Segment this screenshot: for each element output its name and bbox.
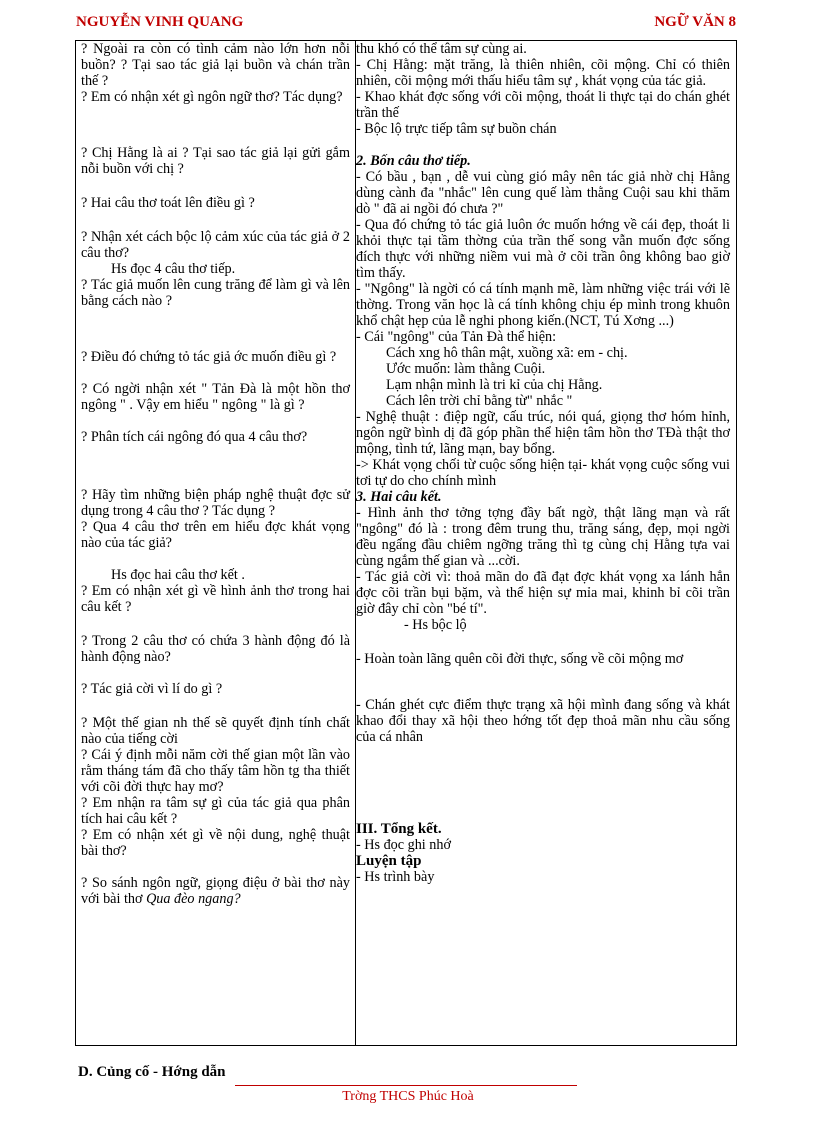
question: ? Có ngời nhận xét " Tản Đà là một hồn thơ ngông " . Vậy em hiểu " ngông " là gì ? xyxy=(81,381,350,413)
question: ? Tác giả muốn lên cung trăng để làm gì và lên bằng cách nào ? xyxy=(81,277,350,309)
answer-detail: Lạm nhận mình là tri kỉ của chị Hằng. xyxy=(386,377,603,393)
answer: - Có bầu , bạn , dễ vui cùng gió mây nên tác giả nhờ chị Hằng dùng cành đa "nhắc" lên cung quế làm thằng Cuội sau khi thăm dò " đã ai ngồi đó chưa ?" xyxy=(356,169,730,217)
answer: - Khao khát đợc sống với cõi mộng, thoát li thực tại do chán ghét trần thế xyxy=(356,89,730,121)
student-activity: Hs đọc hai câu thơ kết . xyxy=(111,567,245,583)
question: ? Nhận xét cách bộc lộ cảm xúc của tác giả ở 2 câu thơ? xyxy=(81,229,350,261)
section-heading: 2. Bốn câu thơ tiếp. xyxy=(356,153,471,169)
answer: - Chị Hằng: mặt trăng, là thiên nhiên, cõi mộng. Chỉ có thiên nhiên, cõi mộng mới thấu hiểu tâm sự , khát vọng của tác giả. xyxy=(356,57,730,89)
question: ? Em có nhận xét gì ngôn ngữ thơ? Tác dụng? xyxy=(81,89,343,105)
question: ? Chị Hằng là ai ? Tại sao tác giả lại gửi gắm nỗi buồn với chị ? xyxy=(81,145,350,177)
question: ? Ngoài ra còn có tình cảm nào lớn hơn nỗi buồn? ? Tại sao tác giả lại buồn và chán trần thế ? xyxy=(81,41,350,89)
section-heading: 3. Hai câu kết. xyxy=(356,489,442,505)
answers-column xyxy=(356,41,730,885)
answer: - Hs trình bày xyxy=(356,869,435,885)
subject-title: NGỮ VĂN 8 xyxy=(654,14,736,30)
answer: - Chán ghét cực điểm thực trạng xã hội mình đang sống và khát khao đổi thay xã hội theo hớng tốt đẹp thoả mãn nhu cầu sống của cá nhân xyxy=(356,697,730,745)
answer-detail: Ước muốn: làm thằng Cuội. xyxy=(386,361,546,377)
answer: - Tác giả cời vì: thoả mãn do đã đạt đợc khát vọng xa lánh hẳn đợc cõi trần bụi bặm, và thể hiện sự mỉa mai, khinh bỉ cõi trần giờ đây chỉ còn "bé tí". xyxy=(356,569,730,617)
author-name: NGUYỄN VINH QUANG xyxy=(76,14,244,30)
student-activity: Hs đọc 4 câu thơ tiếp. xyxy=(111,261,236,277)
section-title: D. Củng cố - Hớng dẫn xyxy=(78,1064,226,1080)
question: ? Hai câu thơ toát lên điều gì ? xyxy=(81,195,255,211)
question: ? Tác giả cời vì lí do gì ? xyxy=(81,681,223,697)
question: ? Một thế gian nh thế sẽ quyết định tính chất nào của tiếng cời xyxy=(81,715,350,747)
answer: - Hs đọc ghi nhớ xyxy=(356,837,451,853)
footer-rule xyxy=(235,1085,577,1086)
question: ? Cái ý định mỗi năm cời thế gian một lần vào rằm tháng tám đã cho thấy tâm hồn tg tha thiết với cõi đời thực hay mơ? xyxy=(81,747,350,795)
question: ? Em có nhận xét gì về hình ảnh thơ trong hai câu kết ? xyxy=(81,583,350,615)
answer: - Bộc lộ trực tiếp tâm sự buồn chán xyxy=(356,121,557,137)
question: ? So sánh ngôn ngữ, giọng điệu ở bài thơ này với bài thơ Qua đèo ngang? xyxy=(81,875,350,907)
answer: - Hình ảnh thơ tởng tợng đầy bất ngờ, thật lãng mạn và rất "ngông" đó là : trong đêm trung thu, trăng sáng, đẹp, mọi ngời đều ngẩng đầu chiêm ngỡng trăng thì tg cùng chị Hằng tựa vai cùng ngắm thế gian và ...cời. xyxy=(356,505,730,569)
answer-detail: Cách xng hô thân mật, xuồng xã: em - chị. xyxy=(386,345,628,361)
section-heading: III. Tổng kết. xyxy=(356,821,442,837)
answer-detail: - Hs bộc lộ xyxy=(404,617,467,633)
questions-column xyxy=(81,41,350,907)
answer: - Cái "ngông" của Tản Đà thể hiện: xyxy=(356,329,557,345)
school-name: Trờng THCS Phúc Hoà xyxy=(342,1089,474,1104)
question: ? Điều đó chứng tỏ tác giả ớc muốn điều gì ? xyxy=(81,349,337,365)
answer: -> Khát vọng chối từ cuộc sống hiện tại- khát vọng cuộc sống vui tơi tự do cho chính mình xyxy=(356,457,730,489)
answer: thu khó có thể tâm sự cùng ai. xyxy=(356,41,527,57)
question: ? Em có nhận xét gì về nội dung, nghệ thuật bài thơ? xyxy=(81,827,350,859)
answer-detail: Cách lên trời chỉ bằng từ" nhắc " xyxy=(386,393,573,409)
question: ? Hãy tìm những biện pháp nghệ thuật đợc sử dụng trong 4 câu thơ ? Tác dụng ? xyxy=(81,487,350,519)
answer: - "Ngông" là ngời có cá tính mạnh mẽ, làm những việc trái với lẽ thờng. Trong văn học là cá tính không chịu ép mình trong khuôn khổ chật hẹp của lễ nghi phong kiến.(NCT, Tú Xơng ...) xyxy=(356,281,730,329)
answer: - Qua đó chứng tỏ tác giả luôn ớc muốn hớng về cái đẹp, thoát li khỏi thực tại tầm thờng của trần thế song vẫn muốn đợc sống đích thực với những niềm vui mà ở cõi trần ông không bao giờ tìm thấy. xyxy=(356,217,730,281)
answer: - Hoàn toàn lãng quên cõi đời thực, sống về cõi mộng mơ xyxy=(356,651,684,667)
question: ? Qua 4 câu thơ trên em hiểu đợc khát vọng nào của tác giả? xyxy=(81,519,350,551)
question: ? Trong 2 câu thơ có chứa 3 hành động đó là hành động nào? xyxy=(81,633,350,665)
poem-title: Qua đèo ngang? xyxy=(146,891,241,907)
answer: - Nghệ thuật : điệp ngữ, cấu trúc, nói quá, giọng thơ hóm hỉnh, ngôn ngữ bình dị đã góp phần thể hiện tâm hồn thơ TĐà thật thơ mộng, tình tứ, lãng mạn, bay bổng. xyxy=(356,409,730,457)
page-header xyxy=(76,14,736,36)
question: ? Em nhận ra tâm sự gì của tác giả qua phân tích hai câu kết ? xyxy=(81,795,350,827)
section-heading: Luyện tập xyxy=(356,853,422,869)
question: ? Phân tích cái ngông đó qua 4 câu thơ? xyxy=(81,429,308,445)
